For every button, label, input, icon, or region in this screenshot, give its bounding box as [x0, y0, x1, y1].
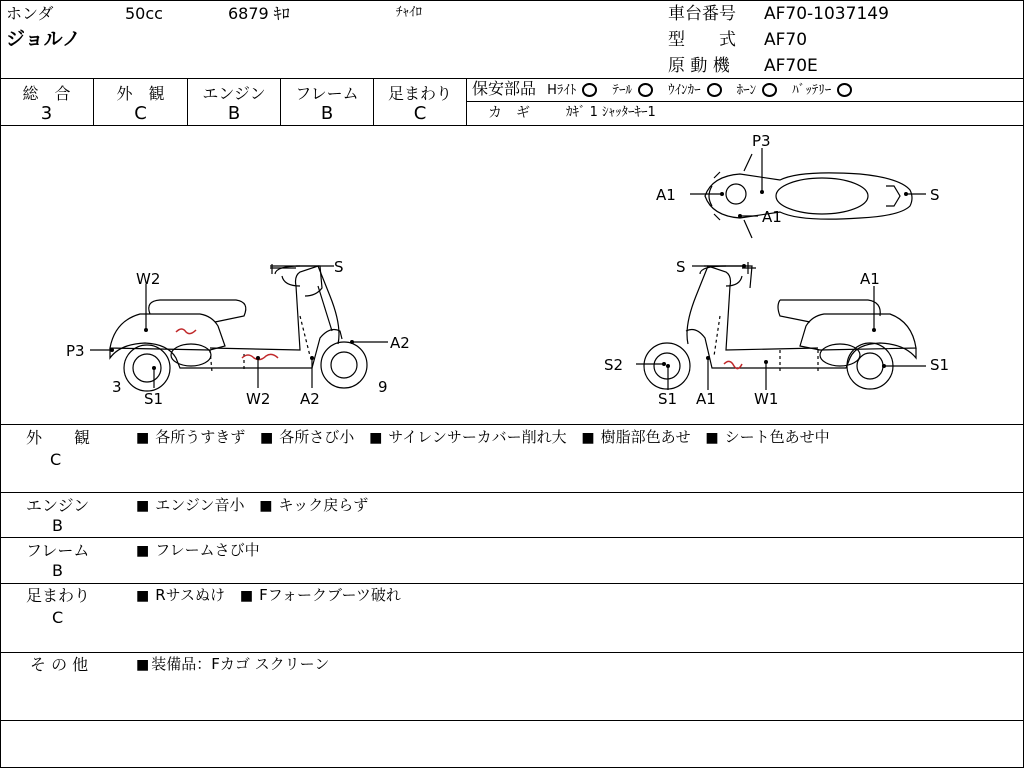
- safety-row: [472, 81, 862, 97]
- safety-item-battery: ﾊﾞｯﾃﾘｰ: [792, 83, 832, 98]
- grade-overall-value: 3: [40, 103, 53, 124]
- remark-items-suspension: [136, 588, 411, 603]
- remark-item: 樹脂部色あせ: [600, 428, 691, 446]
- remark-item: 各所さび小: [279, 428, 355, 446]
- mileage-text: 6879 ｷﾛ: [228, 4, 290, 23]
- grade-exterior-label: 外 観: [116, 84, 165, 103]
- type-value: AF70: [764, 30, 808, 50]
- engine-value: AF70E: [764, 56, 818, 76]
- bullet-icon: ■: [239, 588, 254, 604]
- grade-suspension-value: C: [413, 103, 427, 124]
- diagram-label: S: [930, 186, 940, 204]
- remark-item: フレームさび中: [155, 541, 260, 559]
- remarks-divider: [0, 583, 1023, 584]
- remark-items-exterior: [136, 430, 840, 445]
- type-label: 型 式: [668, 30, 736, 50]
- diagram-label: P3: [66, 342, 85, 360]
- bullet-icon: ■: [260, 430, 274, 446]
- remark-label-exterior: 外 観: [26, 428, 91, 447]
- remark-grade-engine: B: [52, 516, 63, 535]
- bullet-icon: ■: [136, 588, 150, 604]
- scooter-diagram: [0, 126, 1023, 424]
- diagram-label: S: [334, 258, 344, 276]
- remark-grade-frame: B: [52, 561, 63, 580]
- keys-value: ｶｷﾞ 1 ｼｬｯﾀｰｷｰ1: [566, 105, 656, 120]
- displacement-text: 50cc: [125, 4, 163, 23]
- keys-label: カ ギ: [488, 105, 530, 121]
- bullet-icon: ■: [369, 430, 383, 446]
- remark-items-engine: [136, 498, 378, 513]
- diagram-label: P3: [752, 132, 771, 150]
- remark-label-suspension: 足まわり: [26, 586, 91, 605]
- diagram-label: A1: [860, 270, 880, 288]
- safety-item-headlight: Hﾗｲﾄ: [547, 83, 577, 98]
- diagram-label: A1: [696, 390, 716, 408]
- grade-exterior-value: C: [134, 103, 147, 124]
- bullet-icon: ■: [136, 498, 150, 514]
- circle-ok-icon: [582, 83, 597, 97]
- diagram-bottom-divider: [0, 424, 1023, 425]
- grade-suspension-label: 足まわり: [387, 84, 452, 103]
- diagram-label: W2: [246, 390, 271, 408]
- remarks-divider: [0, 537, 1023, 538]
- bullet-icon: ■: [136, 657, 150, 673]
- circle-ok-icon: [762, 83, 777, 97]
- safety-item-tail: ﾃｰﾙ: [612, 83, 632, 98]
- diagram-label: A2: [390, 334, 410, 352]
- diagram-label: S1: [930, 356, 950, 374]
- remark-label-frame: フレーム: [26, 541, 90, 560]
- diagram-label: W2: [136, 270, 161, 288]
- remarks-divider: [0, 720, 1023, 721]
- safety-item-winker: ｳｲﾝｶｰ: [668, 83, 701, 98]
- remark-label-other: そ の 他: [30, 655, 89, 674]
- safety-divider: [466, 101, 1023, 102]
- leader-lines: [90, 148, 926, 390]
- diagram-label: S1: [658, 390, 678, 408]
- diagram-label: S: [676, 258, 686, 276]
- model-name: ジョルノ: [6, 28, 81, 50]
- remark-items-frame: [136, 543, 270, 558]
- diagram-label: A2: [300, 390, 320, 408]
- remark-items-other: [136, 657, 339, 672]
- grade-engine-value: B: [227, 103, 241, 124]
- leader-dots: [110, 190, 908, 370]
- circle-ok-icon: [638, 83, 653, 97]
- color-text: ﾁｬｲﾛ: [396, 5, 422, 20]
- remark-item: Fフォークブーツ破れ: [259, 586, 401, 604]
- scooter-top-view-icon: [705, 154, 912, 238]
- remark-item: キック戻らず: [278, 496, 369, 514]
- safety-label: 保安部品: [472, 79, 537, 98]
- diagram-label: 9: [378, 378, 388, 396]
- remark-item: シート色あせ中: [724, 428, 830, 446]
- grade-frame-value: B: [320, 103, 334, 124]
- remark-item: Rサスぬけ: [155, 586, 226, 604]
- remark-item: サイレンサーカバー削れ大: [388, 428, 567, 446]
- diagram-label: A1: [762, 208, 782, 226]
- diagram-label: S2: [604, 356, 624, 374]
- circle-ok-icon: [837, 83, 852, 97]
- bullet-icon: ■: [259, 498, 273, 514]
- grade-col-divider: [466, 78, 467, 125]
- remark-grade-exterior: C: [50, 450, 62, 469]
- grade-engine-label: エンジン: [202, 84, 266, 103]
- bullet-icon: ■: [136, 543, 150, 559]
- diagram-label: 3: [112, 378, 122, 396]
- remark-item: エンジン音小: [155, 496, 245, 514]
- bullet-icon: ■: [705, 430, 719, 446]
- diagram-label: W1: [754, 390, 779, 408]
- circle-ok-icon: [707, 83, 722, 97]
- remarks-divider: [0, 492, 1023, 493]
- diagram-label: A1: [656, 186, 676, 204]
- frame-no-label: 車台番号: [668, 4, 736, 24]
- frame-no-value: AF70-1037149: [764, 4, 889, 24]
- bullet-icon: ■: [581, 430, 595, 446]
- remark-label-engine: エンジン: [26, 496, 90, 515]
- bullet-icon: ■: [136, 430, 150, 446]
- remarks-divider: [0, 652, 1023, 653]
- safety-item-horn: ﾎｰﾝ: [736, 83, 757, 98]
- remark-item: 装備品：Fカゴ スクリーン: [151, 655, 330, 673]
- diagram-label: S1: [144, 390, 164, 408]
- maker-text: ホンダ: [6, 4, 54, 23]
- grade-overall-label: 総 合: [22, 84, 71, 103]
- engine-label: 原 動 機: [668, 56, 730, 76]
- remark-grade-suspension: C: [52, 608, 64, 627]
- grade-frame-label: フレーム: [295, 84, 359, 103]
- remark-item: 各所うすきず: [155, 428, 246, 446]
